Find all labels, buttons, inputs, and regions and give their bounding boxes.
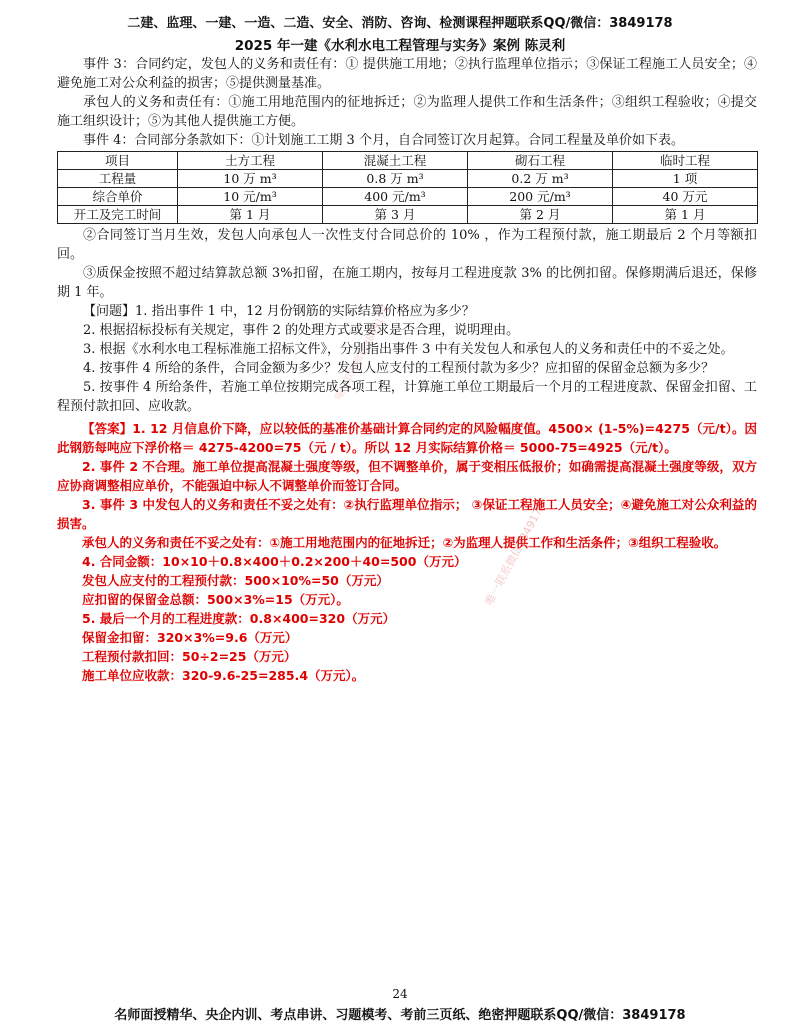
answer-5-progress: 5. 最后一个月的工程进度款：0.8×400=320（万元） bbox=[82, 611, 396, 626]
table-cell: 开工及完工时间 bbox=[58, 206, 178, 224]
page-title: 2025 年一建《水利水电工程管理与实务》案例 陈灵利 bbox=[234, 38, 566, 54]
table-header-cell: 项目 bbox=[58, 152, 178, 170]
answer-3-contractor: 承包人的义务和责任不妥之处有：①施工用地范围内的征地拆迁；②为监理人提供工作和生活条件；③组织工程验收。 bbox=[82, 535, 727, 550]
header-ad: 二建、监理、一建、一造、二造、安全、消防、咨询、检测课程押题联系QQ/微信：3849178 bbox=[127, 16, 673, 31]
question-5: 5. 按事件 4 所给条件，若施工单位按期完成各项工程，计算施工单位工期最后一个月的工程进度款、保留金扣留、工程预付款扣回、应收款。 bbox=[57, 380, 757, 414]
table-cell: 工程量 bbox=[58, 170, 178, 188]
question-1: 【问题】1. 指出事件 1 中，12 月份钢筋的实际结算价格应为多少？ bbox=[83, 304, 475, 319]
question-label: 【问题】 bbox=[83, 304, 136, 319]
watermark: 唯一联系微信3849178 bbox=[333, 304, 393, 403]
table-cell: 40 万元 bbox=[613, 188, 758, 206]
page-number: 24 bbox=[392, 987, 408, 1001]
answer-3-employer: 3. 事件 3 中发包人的义务和责任不妥之处有：②执行监理单位指示； ③保证工程施工人员安全；④避免施工对公众利益的损害。 bbox=[57, 497, 757, 531]
answer-2: 2. 事件 2 不合理。施工单位提高混凝土强度等级，但不调整单价，属于变相压低报价；如确需提高混凝土强度等级，双方应协商调整相应单价，不能强迫中标人不调整单价而签订合同。 bbox=[57, 459, 757, 493]
table-cell: 第 1 月 bbox=[613, 206, 758, 224]
table-cell: 1 项 bbox=[613, 170, 758, 188]
table-row bbox=[58, 170, 758, 188]
document-body bbox=[57, 55, 757, 685]
answer-5-receivable: 施工单位应收款：320-9.6-25=285.4（万元）。 bbox=[82, 668, 365, 683]
table-header-cell: 混凝土工程 bbox=[323, 152, 468, 170]
event3-employer-paragraph: 事件 3：合同约定，发包人的义务和责任有：① 提供施工用地；②执行监理单位指示；③保证工程施工人员安全；④避免施工对公众利益的损害；⑤提供测量基准。 bbox=[57, 57, 757, 91]
quantity-price-table bbox=[57, 151, 758, 224]
table-header-cell: 砌石工程 bbox=[468, 152, 613, 170]
question-2: 2. 根据招标投标有关规定，事件 2 的处理方式或要求是否合理，说明理由。 bbox=[83, 323, 520, 338]
question-4: 4. 按事件 4 所给的条件，合同金额为多少？发包人应支付的工程预付款为多少？应扣留的保留金总额为多少？ bbox=[83, 361, 715, 376]
table-cell: 第 2 月 bbox=[468, 206, 613, 224]
answer-label: 【答案】 bbox=[82, 421, 133, 436]
table-cell: 400 元/m³ bbox=[323, 188, 468, 206]
retention-paragraph: ③质保金按照不超过结算款总额 3%扣留，在施工期内，按每月工程进度款 3% 的比例扣留。保修期满后退还，保修期 1 年。 bbox=[57, 266, 757, 300]
table-row bbox=[58, 188, 758, 206]
table-header-cell: 临时工程 bbox=[613, 152, 758, 170]
answer-1: 【答案】1. 12 月信息价下降，应以较低的基准价基础计算合同约定的风险幅度值。4500× (1-5%)=4275（元/t）。因此钢筋每吨应下浮价格＝ 4275-4200=75（元 / t）。所以 12 月实际结算价格＝ 5000-75=4925（元/t）。 bbox=[57, 421, 757, 455]
table-cell: 第 1 月 bbox=[178, 206, 323, 224]
table-cell: 0.2 万 m³ bbox=[468, 170, 613, 188]
question-3: 3. 根据《水利水电工程标准施工招标文件》，分别指出事件 3 中有关发包人和承包人的义务和责任中的不妥之处。 bbox=[83, 342, 734, 357]
watermark: 唯一联系微信3849178 bbox=[482, 499, 549, 608]
event4-paragraph: 事件 4：合同部分条款如下：①计划施工工期 3 个月，自合同签订次月起算。合同工程量及单价如下表。 bbox=[83, 133, 684, 148]
table-cell: 0.8 万 m³ bbox=[323, 170, 468, 188]
footer-ad: 名师面授精华、央企内训、考点串讲、习题模考、考前三页纸、绝密押题联系QQ/微信：3849178 bbox=[114, 1008, 686, 1023]
answer-4-contract-amount: 4. 合同金额：10×10＋0.8×400＋0.2×200＋40=500（万元） bbox=[82, 554, 467, 569]
table-cell: 综合单价 bbox=[58, 188, 178, 206]
event3-contractor-paragraph: 承包人的义务和责任有：①施工用地范围内的征地拆迁；②为监理人提供工作和生活条件；③组织工程验收；④提交施工组织设计；⑤为其他人提供施工方便。 bbox=[57, 95, 757, 129]
table-cell: 第 3 月 bbox=[323, 206, 468, 224]
table-cell: 200 元/m³ bbox=[468, 188, 613, 206]
answer-5-retention: 保留金扣留：320×3%=9.6（万元） bbox=[82, 630, 298, 645]
table-header-row bbox=[58, 152, 758, 170]
table-cell: 10 元/m³ bbox=[178, 188, 323, 206]
answer-4-advance: 发包人应支付的工程预付款：500×10%=50（万元） bbox=[82, 573, 389, 588]
table-row bbox=[58, 206, 758, 224]
answer-4-retention: 应扣留的保留金总额：500×3%=15（万元）。 bbox=[82, 592, 349, 607]
table-cell: 10 万 m³ bbox=[178, 170, 323, 188]
table-header-cell: 土方工程 bbox=[178, 152, 323, 170]
advance-payment-paragraph: ②合同签订当月生效，发包人向承包人一次性支付合同总价的 10% ，作为工程预付款，施工期最后 2 个月等额扣回。 bbox=[57, 228, 757, 262]
answer-5-advance-recovery: 工程预付款扣回：50÷2=25（万元） bbox=[82, 649, 297, 664]
